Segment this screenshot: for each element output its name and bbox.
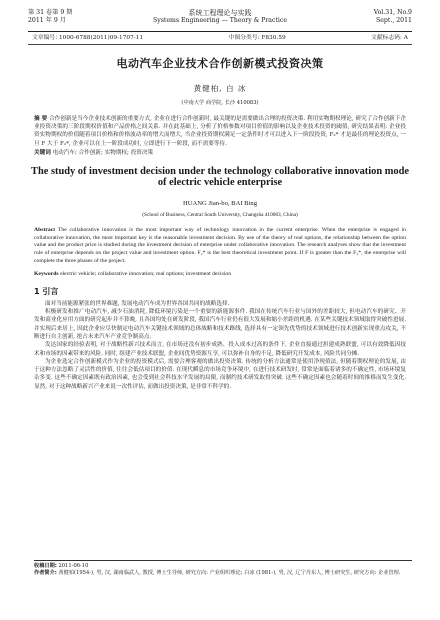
title-zh: 电动汽车企业技术合作创新模式投资决策 xyxy=(116,57,324,70)
journal-name-zh: 系统工程理论与实践 xyxy=(188,9,252,17)
keywords-zh-label: 关键词 xyxy=(34,149,51,156)
authors-en: HUANG Jian-bo, BAI Bing xyxy=(183,199,257,207)
abstract-zh-label: 摘 要 xyxy=(34,116,48,122)
section-heading-introduction: 1 引言 xyxy=(34,286,59,296)
volume-issue-en: Vol.31, No.9 xyxy=(373,9,412,16)
body-paragraph: 发达国家的经验表明, 对于战略性新兴技术而言, 在市场还没有初步成熟、投入成本过高的条件下, 企业直接通过担建成熟联盟, 可以有效降低因技术和市场的因素带来的风险. 同时, 组建产业技术联盟, 企业间优势资源互享, 可以弥补自身的不足, 降低研究开发成本, 风险共同分摊. xyxy=(34,342,406,357)
body-paragraph: 为企业选定合作创新模式作为企业的投资模式后, 需要合理客观的做出投资决策. 传统的分析方法通常是使用净现值法, 但随着期权理论的发展, 由于这种方法忽略了灵活性的价值, 往往会低估项目的价值. 在现代瞬息的市场竞争环境中, 在进行技术研发时, 常常是面临着诸多的不确定性, 市场环境复杂多变. 这些不确定因素既有政治因素, 也会受到社会科技水平发展的局限, 而制约技术研发取得突破. 这些不确定因素也会随着时间的推移而发生变化. 显然, 对于这种战略新兴产业来说一次性评估, 而做出投资决策, 是非常不科学的. xyxy=(34,358,406,390)
date-zh: 2011 年 9 月 xyxy=(28,17,66,24)
abstract-en-label: Abstract xyxy=(34,226,56,233)
running-head xyxy=(28,6,412,32)
received-date xyxy=(34,563,412,570)
footnote xyxy=(34,560,412,577)
classification-number: 中图分类号: F830.59 xyxy=(228,35,286,41)
running-head-center xyxy=(28,9,412,25)
author-bio-text: 黄健柏(1954-), 男, 汉, 湖南临武人, 教授, 博士生导师, 研究方向: 产业组织理论; 白冰 (1981-), 男, 汉, 辽宁丹东人, 博士研究生, 研究方向: 企业管理. xyxy=(58,570,401,576)
affiliation-en: (School of Business, Central South University, Changsha 410083, China) xyxy=(142,211,298,218)
keywords-en-text: electric vehicle; collaborative innovation; real options; investment decision xyxy=(60,270,232,277)
article-meta xyxy=(28,32,412,45)
keywords-zh xyxy=(28,149,412,157)
article-number: 文章编号: 1000-6788(2011)09-1707-11 xyxy=(32,35,144,41)
author-bio xyxy=(34,570,412,577)
body-paragraph: 积极研发和推广电动汽车, 减少石油消耗, 降低环境污染是一个重要的新能源事件. 我国在传统汽车行业与国外的差距较大, 但电动汽车的研究、开发和商业化应用方面的研究起步并不算晚, 且各国均处在研发阶段, 我国汽车行业仍有很大发展和缩小差距的机遇. 在某些关键技术领域取得突破性进展. 并实现后来居上, 因此企业应尽快制定电动汽车关键技术领域的总体战略和技术路线, 选择具有一定领先优势的技术领域进行技术创新实现重点攻关, 不断进行自主创新, 抢占未来汽车产业竞争制高点. xyxy=(34,309,406,340)
keywords-en-label: Keywords xyxy=(34,270,59,277)
abstract-zh-text: 合作创新是当今企业技术创新的重要方式, 企业在进行合作创新时, 最关键的是需要做出合理的投资决策. 利用实物期权理论, 研究了合作创新下企业投资决策的三阶段期权价值和产品价格之间关系. 并在此基础上, 分析了价格参数对项目价值的影响以及企业技术投资的阈值, 研究结果表明: 企业投资实物期权的价值随着项目价格和价格波动率的增大而增大, 当企业投资期权满足一定条件时才可以进入下一阶段投资, F₂* 才是最佳的理论投资点, 一旦 F 大于 F₂*, 企业可以在上一阶段成功时, 立即进行下一阶段, 而不需要等待. xyxy=(34,116,407,147)
section-body-introduction xyxy=(28,300,412,391)
authors-zh: 黄健柏, 白 冰 xyxy=(193,84,247,93)
running-head-right xyxy=(374,9,412,25)
abstract-en-text: The collaborative innovation is the most important way of technology innovation in the current enterprise. When the enterprise is engaged in collaborative innovation, the most important key is the reasonable investment decision. By use of the theory of real options, the relationship between the option value and the product price is studied during the investment decision of enterprise under collaborative innovation. The research analyses show that the investment rule of enterprise depends on the project value and investment option. F₂* is the best theoretical investment point. If F is greater than the F₂*, the enterprise will complete the three phases of the project. xyxy=(34,226,407,264)
journal-name-en: Systems Engineering — Theory & Practice xyxy=(152,17,288,24)
volume-issue-zh: 第 31 卷第 9 期 xyxy=(28,9,73,16)
affiliation-zh: (中南大学 商学院, 长沙 410083) xyxy=(181,100,259,106)
abstract-zh xyxy=(28,115,412,148)
author-bio-label: 作者简介: xyxy=(34,570,57,576)
received-value: 2011-06-10 xyxy=(58,563,89,569)
keywords-zh-text: 电动汽车; 合作创新; 实物期权; 投资决策 xyxy=(52,149,154,156)
date-en: Sept., 2011 xyxy=(376,17,412,24)
title-en: The study of investment decision under the technology collaborative innovation mode of electric vehicle enterprise xyxy=(31,165,409,189)
body-paragraph: 面对当前能源紧张的世界难题, 发展电动汽车成为世界各国共同的战略选择. xyxy=(45,300,230,307)
abstract-en xyxy=(28,227,412,266)
received-label: 收稿日期: xyxy=(34,563,57,569)
document-code: 文献标志码: A xyxy=(371,35,408,41)
keywords-en xyxy=(28,270,412,278)
